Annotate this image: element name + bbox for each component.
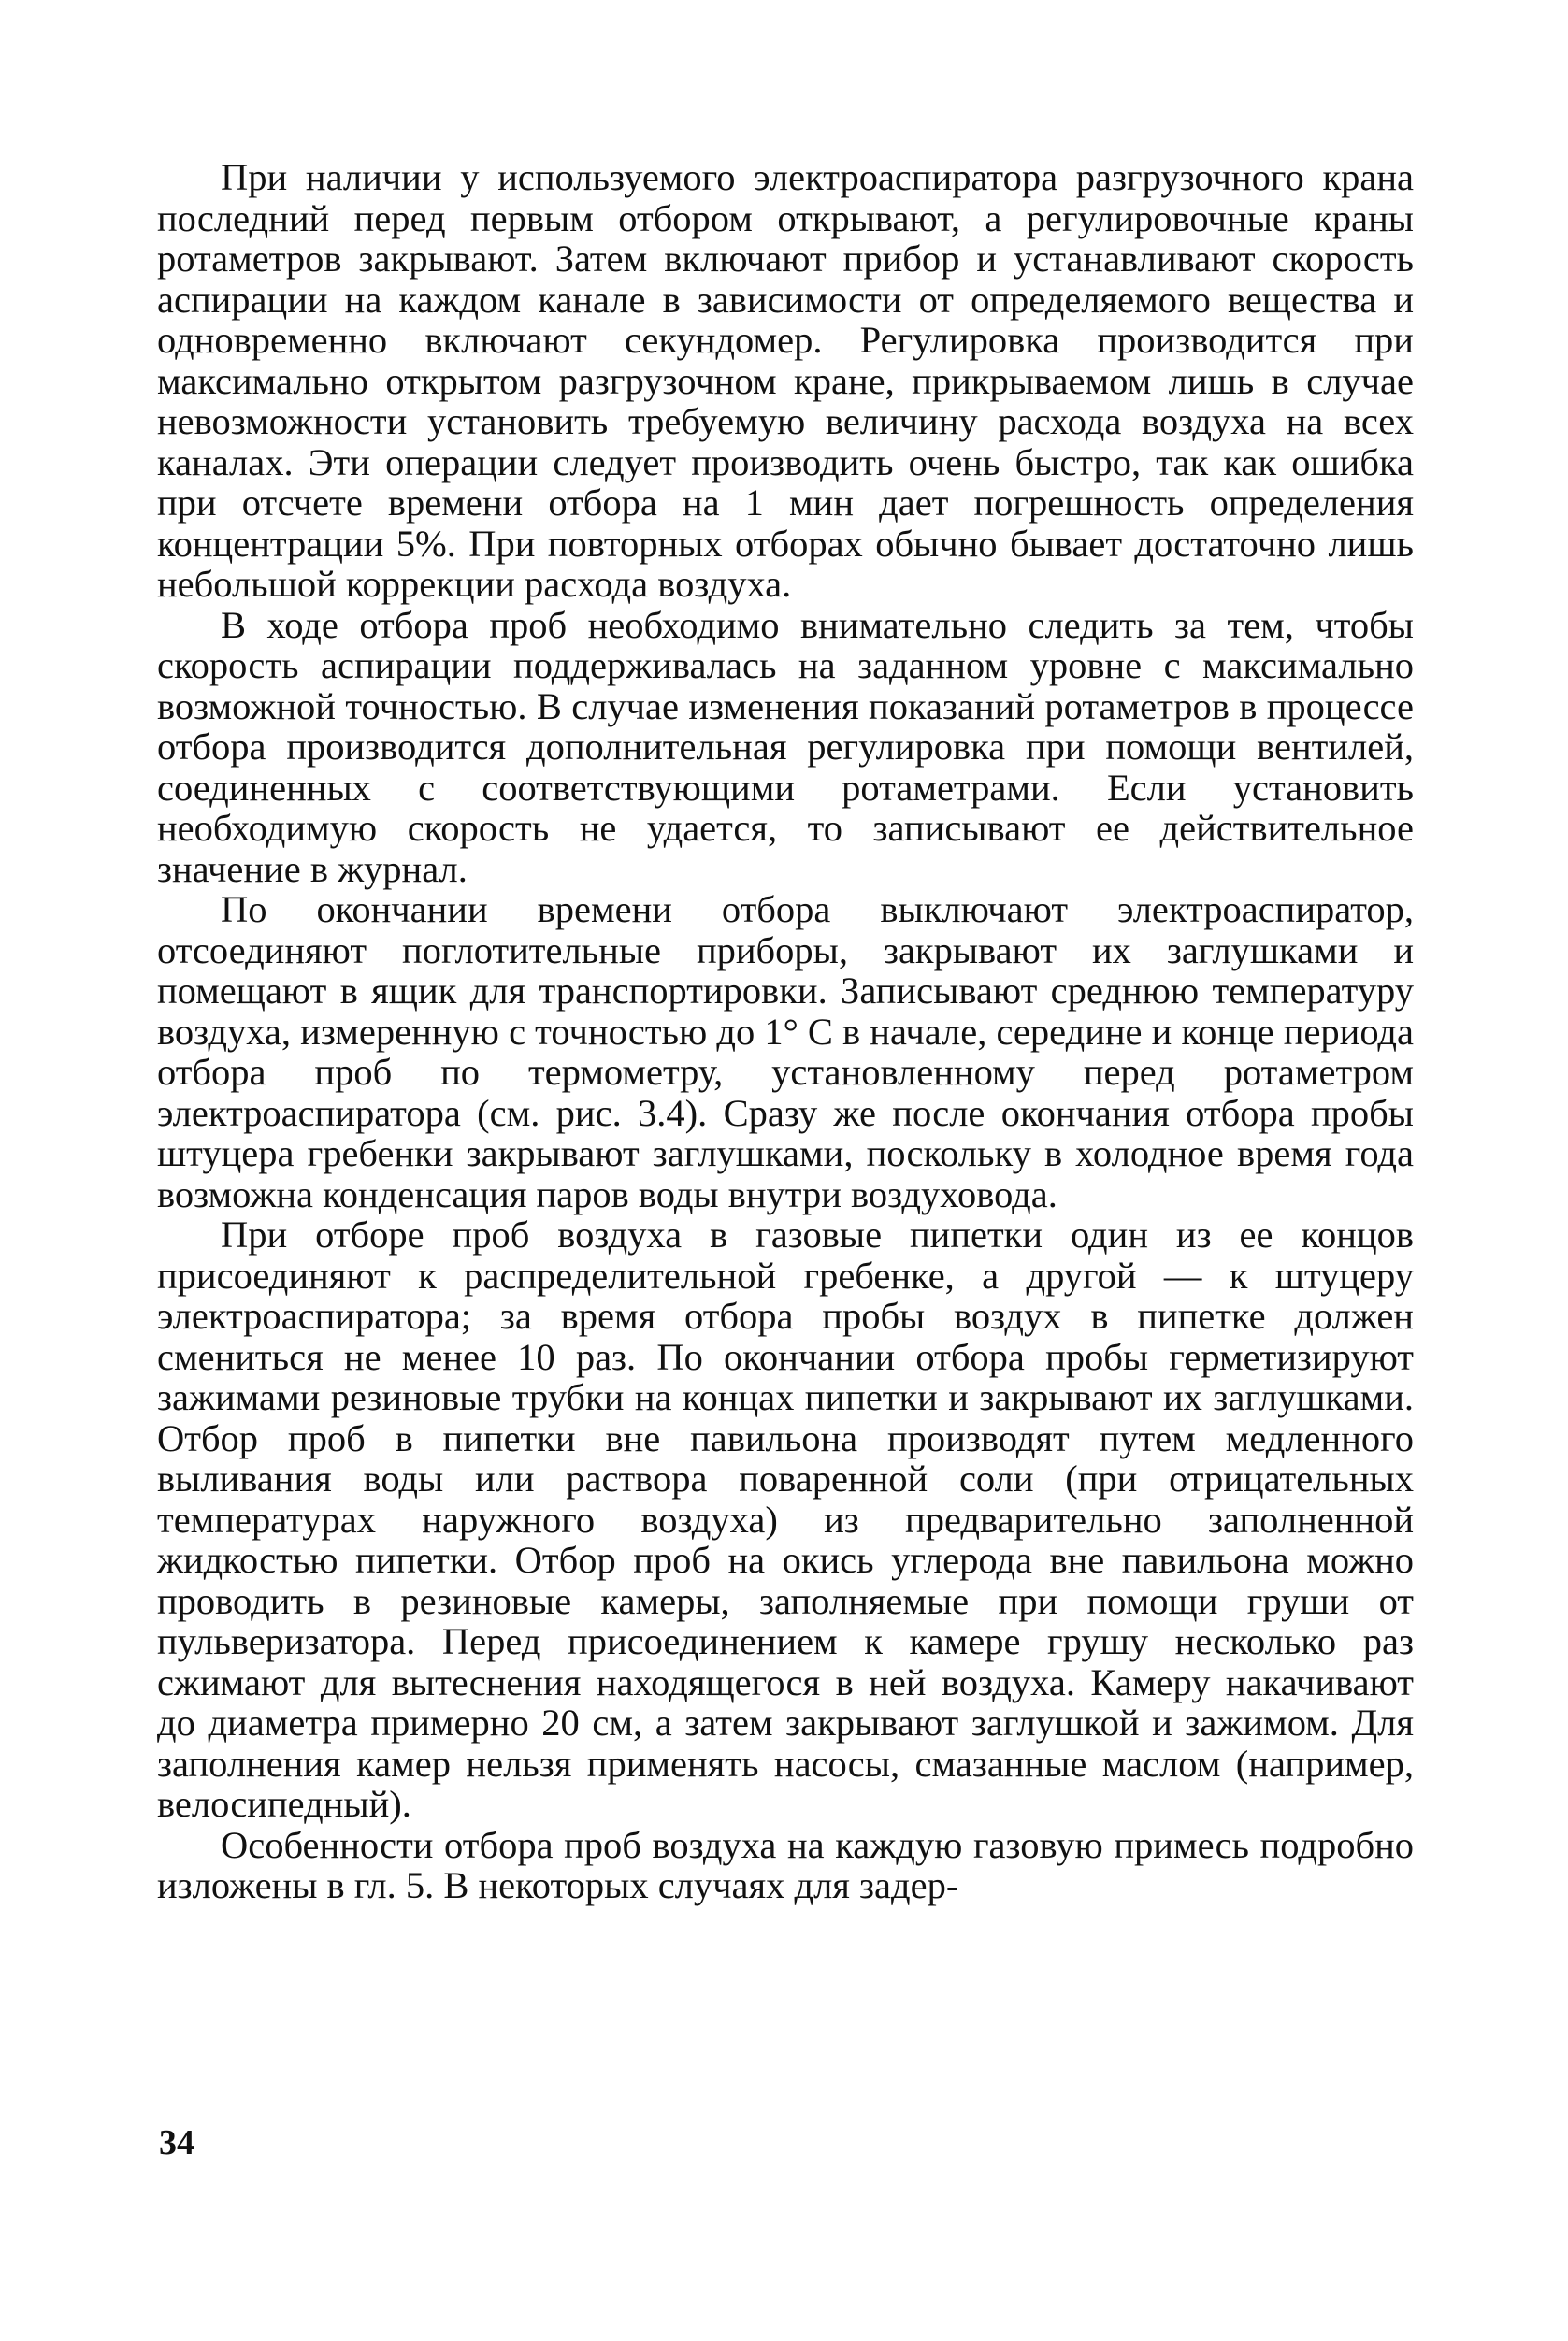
paragraph-4: При отборе проб воздуха в газовые пипетки один из ее концов присоединяют к распределительной гребенке, а другой — к штуцеру электроаспиратора; за время отбора пробы воздух в пипетке должен смениться не менее 10 раз. По окончании отбора пробы герметизируют зажимами резиновые трубки на концах пипетки и закрывают их заглушками. Отбор проб в пипетки вне павильона производят путем медленного выливания воды или раствора поваренной соли (при отрицательных температурах наружного воздуха) из предварительно заполненной жидкостью пипетки. Отбор проб на окись углерода вне павильона можно проводить в резиновые камеры, заполняемые при помощи груши от пульверизатора. Перед присоединением к камере грушу несколько раз сжимают для вытеснения находящегося в ней воздуха. Камеру накачивают до диаметра примерно 20 см, а затем закрывают заглушкой и зажимом. Для заполнения камер нельзя применять насосы, смазанные маслом (например, велосипедный). [157,1214,1414,1825]
paragraph-3: По окончании времени отбора выключают электроаспиратор, отсоединяют поглотительные приборы, закрывают их заглушками и помещают в ящик для транспортировки. Записывают среднюю температуру воздуха, измеренную с точностью до 1° С в начале, середине и конце периода отбора проб по термометру, установленному перед ротаметром электроаспиратора (см. рис. 3.4). Сразу же после окончания отбора пробы штуцера гребенки закрывают заглушками, поскольку в холодное время года возможна конденсация паров воды внутри воздуховода. [157,888,1415,1215]
paragraph-2: В ходе отбора проб необходимо внимательно следить за тем, чтобы скорость аспирации поддерживалась на заданном уровне с максимально возможной точностью. В случае изменения показаний ротаметров в процессе отбора производится дополнительная регулировка при помощи вентилей, соединенных с соответствующими ротаметрами. Если установить необходимую скорость не удается, то записывают ее действительное значение в журнал. [157,603,1414,890]
paragraph-5: Особенности отбора проб воздуха на каждую газовую примесь подробно изложены в гл. 5. В некоторых случаях для задер- [157,1823,1414,1906]
page-number: 34 [159,2123,194,2162]
page-body [157,157,1414,2233]
paragraph-1: При наличии у используемого электроаспиратора разгрузочного крана последний перед первым отбором открывают, а регулировочные краны ротаметров закрывают. Затем включают прибор и устанавливают скорость аспирации на каждом канале в зависимости от определяемого вещества и одновременно включают секундомер. Регулировка производится при максимально открытом разгрузочном кране, прикрываемом лишь в случае невозможности установить требуемую величину расхода воздуха на всех каналах. Эти операции следует производить очень быстро, так как ошибка при отсчете времени отбора на 1 мин дает погрешность определения концентрации 5%. При повторных отборах обычно бывает достаточно лишь небольшой коррекции расхода воздуха. [157,156,1414,605]
